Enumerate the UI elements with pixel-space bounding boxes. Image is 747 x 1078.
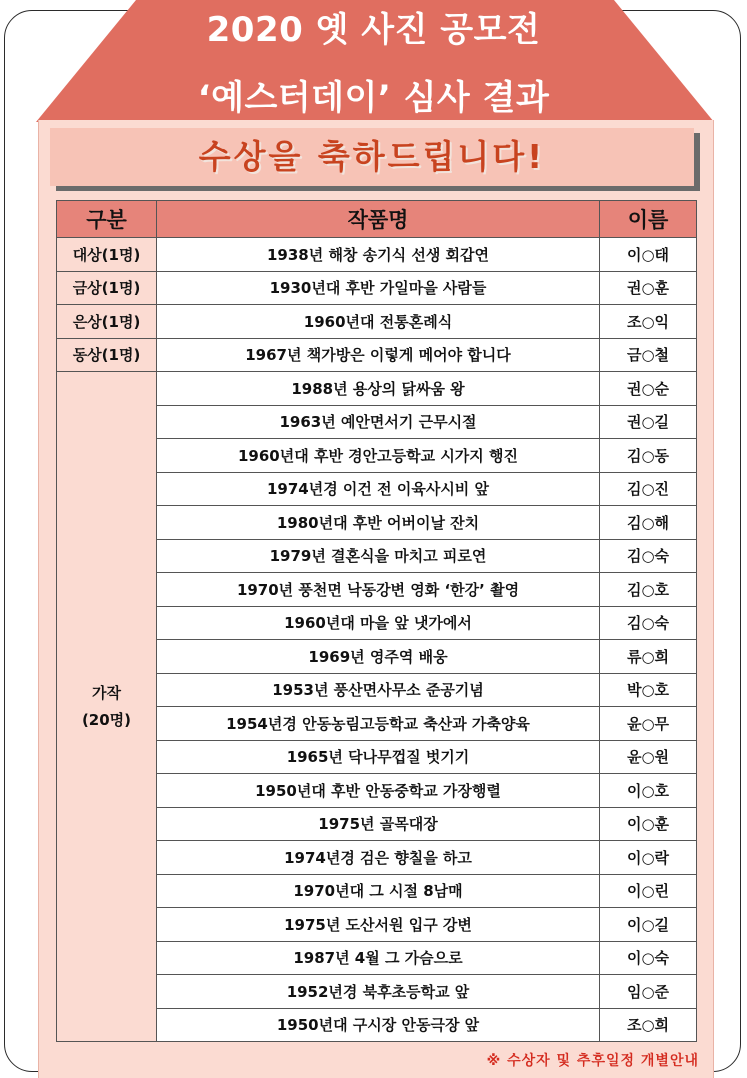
work-title: 1980년대 후반 어버이날 잔치 (157, 506, 600, 540)
work-title: 1963년 예안면서기 근무시절 (157, 405, 600, 439)
work-title: 1970년대 그 시절 8남매 (157, 874, 600, 908)
footnote-notice: ※ 수상자 및 추후일정 개별안내 (486, 1053, 699, 1069)
winner-name: 김○숙 (600, 606, 697, 640)
work-title: 1960년대 후반 경안고등학교 시가지 행진 (157, 439, 600, 473)
work-title: 1938년 해창 송기식 선생 회갑연 (157, 238, 600, 272)
category-honorable-label: 가작 (92, 683, 121, 702)
winner-name: 이○숙 (600, 941, 697, 975)
work-title: 1960년대 전통혼례식 (157, 305, 600, 339)
work-title: 1953년 풍산면사무소 준공기념 (157, 673, 600, 707)
winner-name: 윤○원 (600, 740, 697, 774)
table-row (57, 338, 697, 372)
winner-name: 이○린 (600, 874, 697, 908)
winner-name: 김○동 (600, 439, 697, 473)
work-title: 1952년경 북후초등학교 앞 (157, 975, 600, 1009)
work-title: 1967년 책가방은 이렇게 메어야 합니다 (157, 338, 600, 372)
work-title: 1969년 영주역 배웅 (157, 640, 600, 674)
winner-name: 권○훈 (600, 271, 697, 305)
winner-name: 조○희 (600, 1008, 697, 1042)
winner-name: 금○철 (600, 338, 697, 372)
winner-name: 권○길 (600, 405, 697, 439)
winner-name: 김○숙 (600, 539, 697, 573)
column-header-title: 작품명 (157, 201, 600, 238)
work-title: 1974년경 검은 향칠을 하고 (157, 841, 600, 875)
category-gold: 금상(1명) (57, 271, 157, 305)
results-table (56, 200, 697, 1042)
winner-name: 김○해 (600, 506, 697, 540)
winner-name: 이○길 (600, 908, 697, 942)
winner-name: 윤○무 (600, 707, 697, 741)
work-title: 1950년대 후반 안동중학교 가장행렬 (157, 774, 600, 808)
work-title: 1979년 결혼식을 마치고 피로연 (157, 539, 600, 573)
table-row (57, 238, 697, 272)
category-silver: 은상(1명) (57, 305, 157, 339)
work-title: 1987년 4월 그 가슴으로 (157, 941, 600, 975)
congrats-text: 수상을 축하드립니다! (198, 137, 546, 176)
work-title: 1970년 풍천면 낙동강변 영화 ‘한강’ 촬영 (157, 573, 600, 607)
work-title: 1965년 닥나무껍질 벗기기 (157, 740, 600, 774)
winner-name: 이○훈 (600, 807, 697, 841)
winner-name: 이○태 (600, 238, 697, 272)
winner-name: 임○준 (600, 975, 697, 1009)
category-grand: 대상(1명) (57, 238, 157, 272)
work-title: 1954년경 안동농림고등학교 축산과 가축양육 (157, 707, 600, 741)
work-title: 1975년 골목대장 (157, 807, 600, 841)
winner-name: 이○호 (600, 774, 697, 808)
category-honorable (57, 372, 157, 1042)
winner-name: 김○진 (600, 472, 697, 506)
work-title: 1988년 용상의 닭싸움 왕 (157, 372, 600, 406)
work-title: 1930년대 후반 가일마을 사람들 (157, 271, 600, 305)
category-bronze: 동상(1명) (57, 338, 157, 372)
table-header-row (57, 201, 697, 238)
winner-name: 권○순 (600, 372, 697, 406)
winner-name: 조○익 (600, 305, 697, 339)
work-title: 1975년 도산서원 입구 강변 (157, 908, 600, 942)
winner-name: 김○호 (600, 573, 697, 607)
table-row (57, 372, 697, 406)
work-title: 1950년대 구시장 안동극장 앞 (157, 1008, 600, 1042)
column-header-name: 이름 (600, 201, 697, 238)
work-title: 1974년경 이건 전 이육사시비 앞 (157, 472, 600, 506)
column-header-category: 구분 (57, 201, 157, 238)
category-honorable-count: (20명) (81, 710, 132, 729)
winner-name: 이○락 (600, 841, 697, 875)
table-row (57, 271, 697, 305)
table-row (57, 305, 697, 339)
title-line-1: 2020 옛 사진 공모전 (206, 10, 541, 50)
winner-name: 박○호 (600, 673, 697, 707)
title-line-2: ‘예스터데이’ 심사 결과 (197, 78, 550, 118)
work-title: 1960년대 마을 앞 냇가에서 (157, 606, 600, 640)
winner-name: 류○희 (600, 640, 697, 674)
